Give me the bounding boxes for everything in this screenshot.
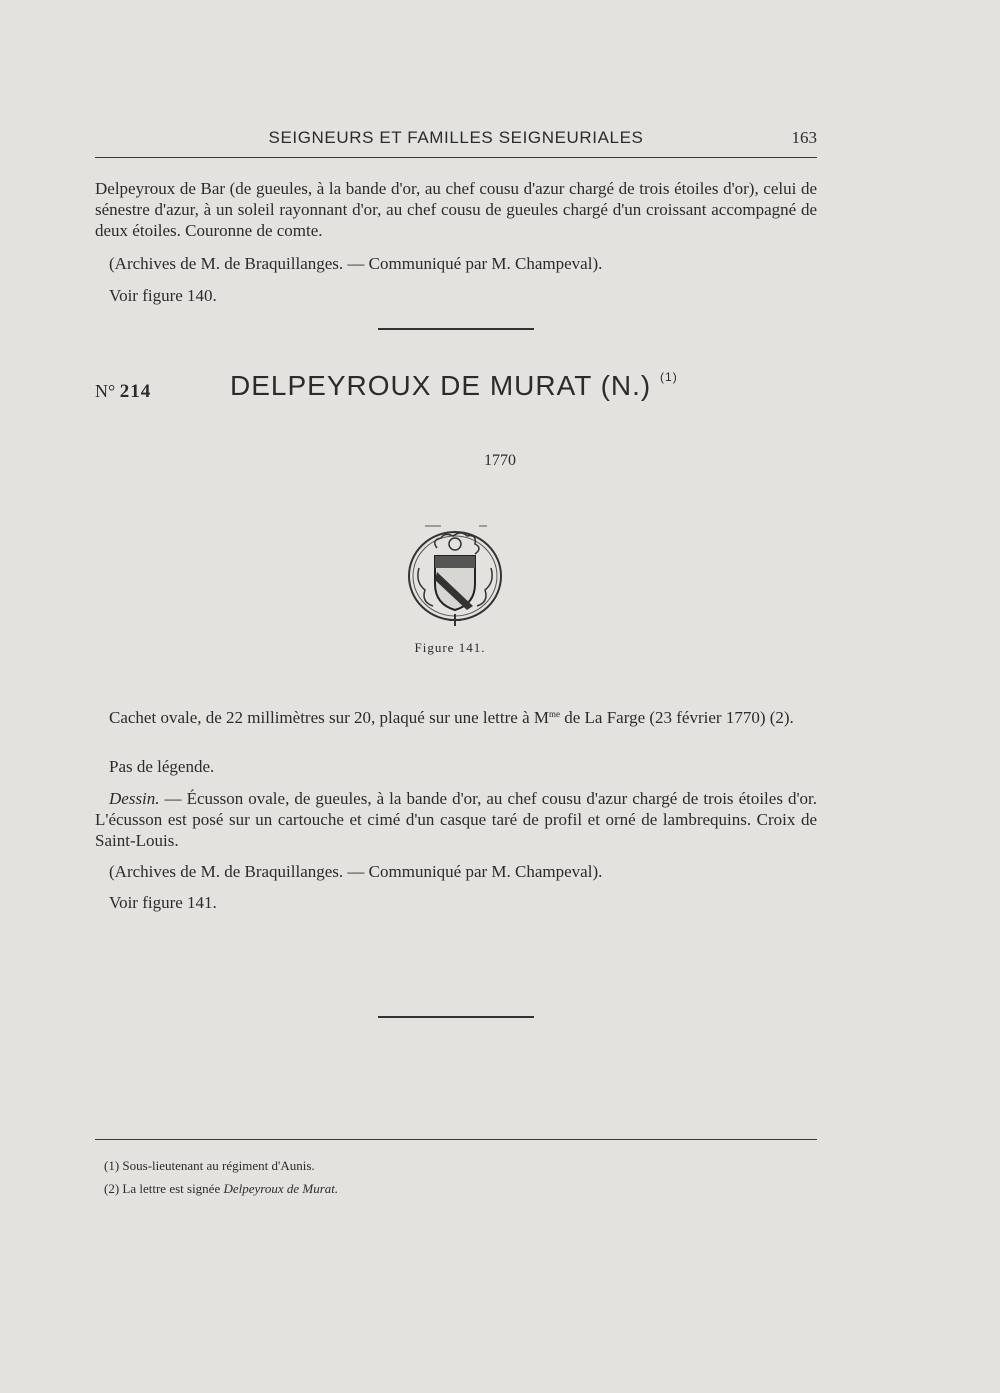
footnote-2 <box>104 1181 338 1197</box>
entry-description-text-1: Cachet ovale, de 22 millimètres sur 20, plaqué sur une lettre à M <box>109 708 549 727</box>
figure-caption: Figure 141. <box>414 640 486 655</box>
running-title: SEIGNEURS ET FAMILLES SEIGNEURIALES <box>268 128 644 147</box>
entry-dessin <box>95 788 817 851</box>
entry-number <box>95 381 151 403</box>
entry-description <box>95 704 817 728</box>
previous-entry-see-figure: Voir figure 140. <box>109 286 217 305</box>
previous-entry-source: (Archives de M. de Braquillanges. — Communiqué par M. Champeval). <box>109 254 603 273</box>
footnote-2-signature: Delpeyroux de Murat. <box>223 1181 339 1196</box>
entry-description-superscript: me <box>548 709 560 719</box>
footnote-rule <box>95 1139 817 1140</box>
entry-number-prefix: N° <box>95 381 116 401</box>
entry-source: (Archives de M. de Braquillanges. — Communiqué par M. Champeval). <box>109 862 603 881</box>
section-separator-bottom <box>378 1016 534 1018</box>
entry-title-text: DELPEYROUX DE MURAT (N.) <box>230 370 652 401</box>
entry-description-text-2: de La Farge (23 février 1770) (2). <box>559 708 794 727</box>
entry-number-value: 214 <box>119 381 152 402</box>
entry-dessin-label: Dessin. <box>109 789 160 808</box>
footnote-2-text: (2) La lettre est signée <box>104 1181 224 1196</box>
entry-dessin-text: — Écusson ovale, de gueules, à la bande d'or, au chef cousu d'azur chargé de trois étoiles d'or. L'écusson est posé sur un cartouche et cimé d'un casque taré de profil et orné de lambrequins. Croix de Saint-Louis. <box>95 789 817 850</box>
previous-entry-blazon: Delpeyroux de Bar (de gueules, à la bande d'or, au chef cousu d'azur chargé de trois étoiles d'or), celui de sénestre d'azur, à un soleil rayonnant d'or, au chef cousu de gueules chargé d'un croissant accompagné de deux étoiles. Couronne de comte. <box>95 179 817 240</box>
section-separator <box>378 328 534 330</box>
entry-title-footnote-ref: (1) <box>660 370 678 384</box>
entry-year: 1770 <box>484 452 516 469</box>
entry-legend: Pas de légende. <box>109 757 215 776</box>
entry-title <box>230 370 678 402</box>
page-number: 163 <box>791 128 817 147</box>
footnote-1: (1) Sous-lieutenant au régiment d'Aunis. <box>104 1158 315 1173</box>
entry-see-figure: Voir figure 141. <box>109 893 217 912</box>
running-header <box>95 124 817 154</box>
header-rule <box>95 157 817 158</box>
seal-figure-image <box>405 522 505 634</box>
